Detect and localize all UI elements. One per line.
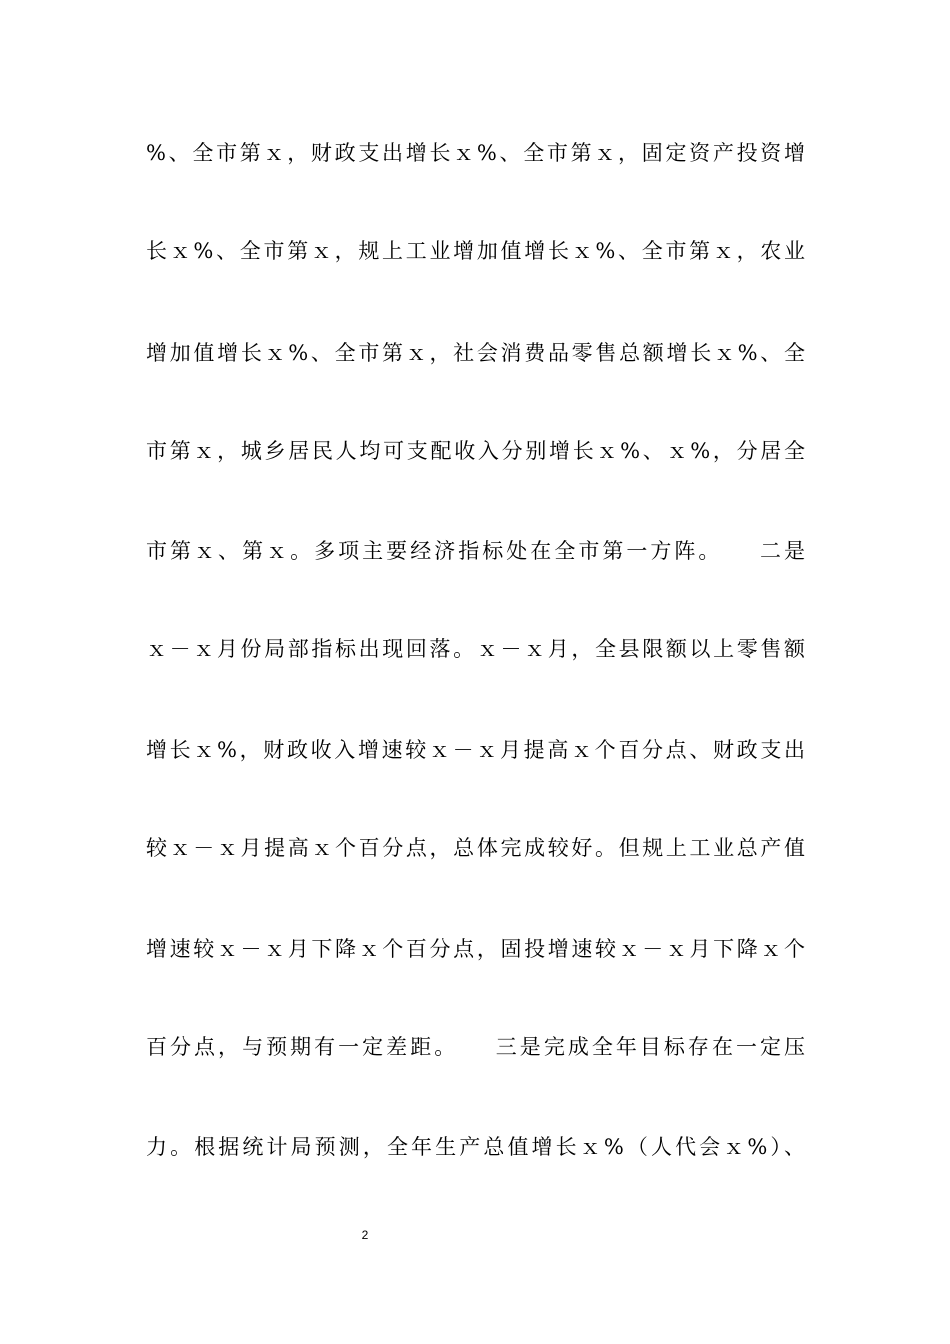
text-line-7: 增长ｘ%，财政收入增速较ｘ－ｘ月提高ｘ个百分点、财政支出 xyxy=(146,738,806,762)
text-line-1: %、全市第ｘ，财政支出增长ｘ%、全市第ｘ，固定资产投资增 xyxy=(146,141,806,165)
text-line-9: 增速较ｘ－ｘ月下降ｘ个百分点，固投增速较ｘ－ｘ月下降ｘ个 xyxy=(146,937,806,961)
text-line-6: ｘ－ｘ月份局部指标出现回落。ｘ－ｘ月，全县限额以上零售额 xyxy=(146,637,806,661)
text-line-5: 市第ｘ、第ｘ。多项主要经济指标处在全市第一方阵。 二是 xyxy=(146,539,806,563)
text-line-4: 市第ｘ，城乡居民人均可支配收入分别增长ｘ%、ｘ%，分居全 xyxy=(146,439,806,463)
text-line-2: 长ｘ%、全市第ｘ，规上工业增加值增长ｘ%、全市第ｘ，农业 xyxy=(146,239,806,263)
text-line-11: 力。根据统计局预测，全年生产总值增长ｘ%（人代会ｘ%）、 xyxy=(146,1135,806,1159)
text-line-3: 增加值增长ｘ%、全市第ｘ，社会消费品零售总额增长ｘ%、全 xyxy=(146,341,806,365)
text-line-10: 百分点，与预期有一定差距。 三是完成全年目标存在一定压 xyxy=(146,1035,806,1059)
text-line-8: 较ｘ－ｘ月提高ｘ个百分点，总体完成较好。但规上工业总产值 xyxy=(146,836,806,860)
page-number: 2 xyxy=(361,1228,369,1242)
